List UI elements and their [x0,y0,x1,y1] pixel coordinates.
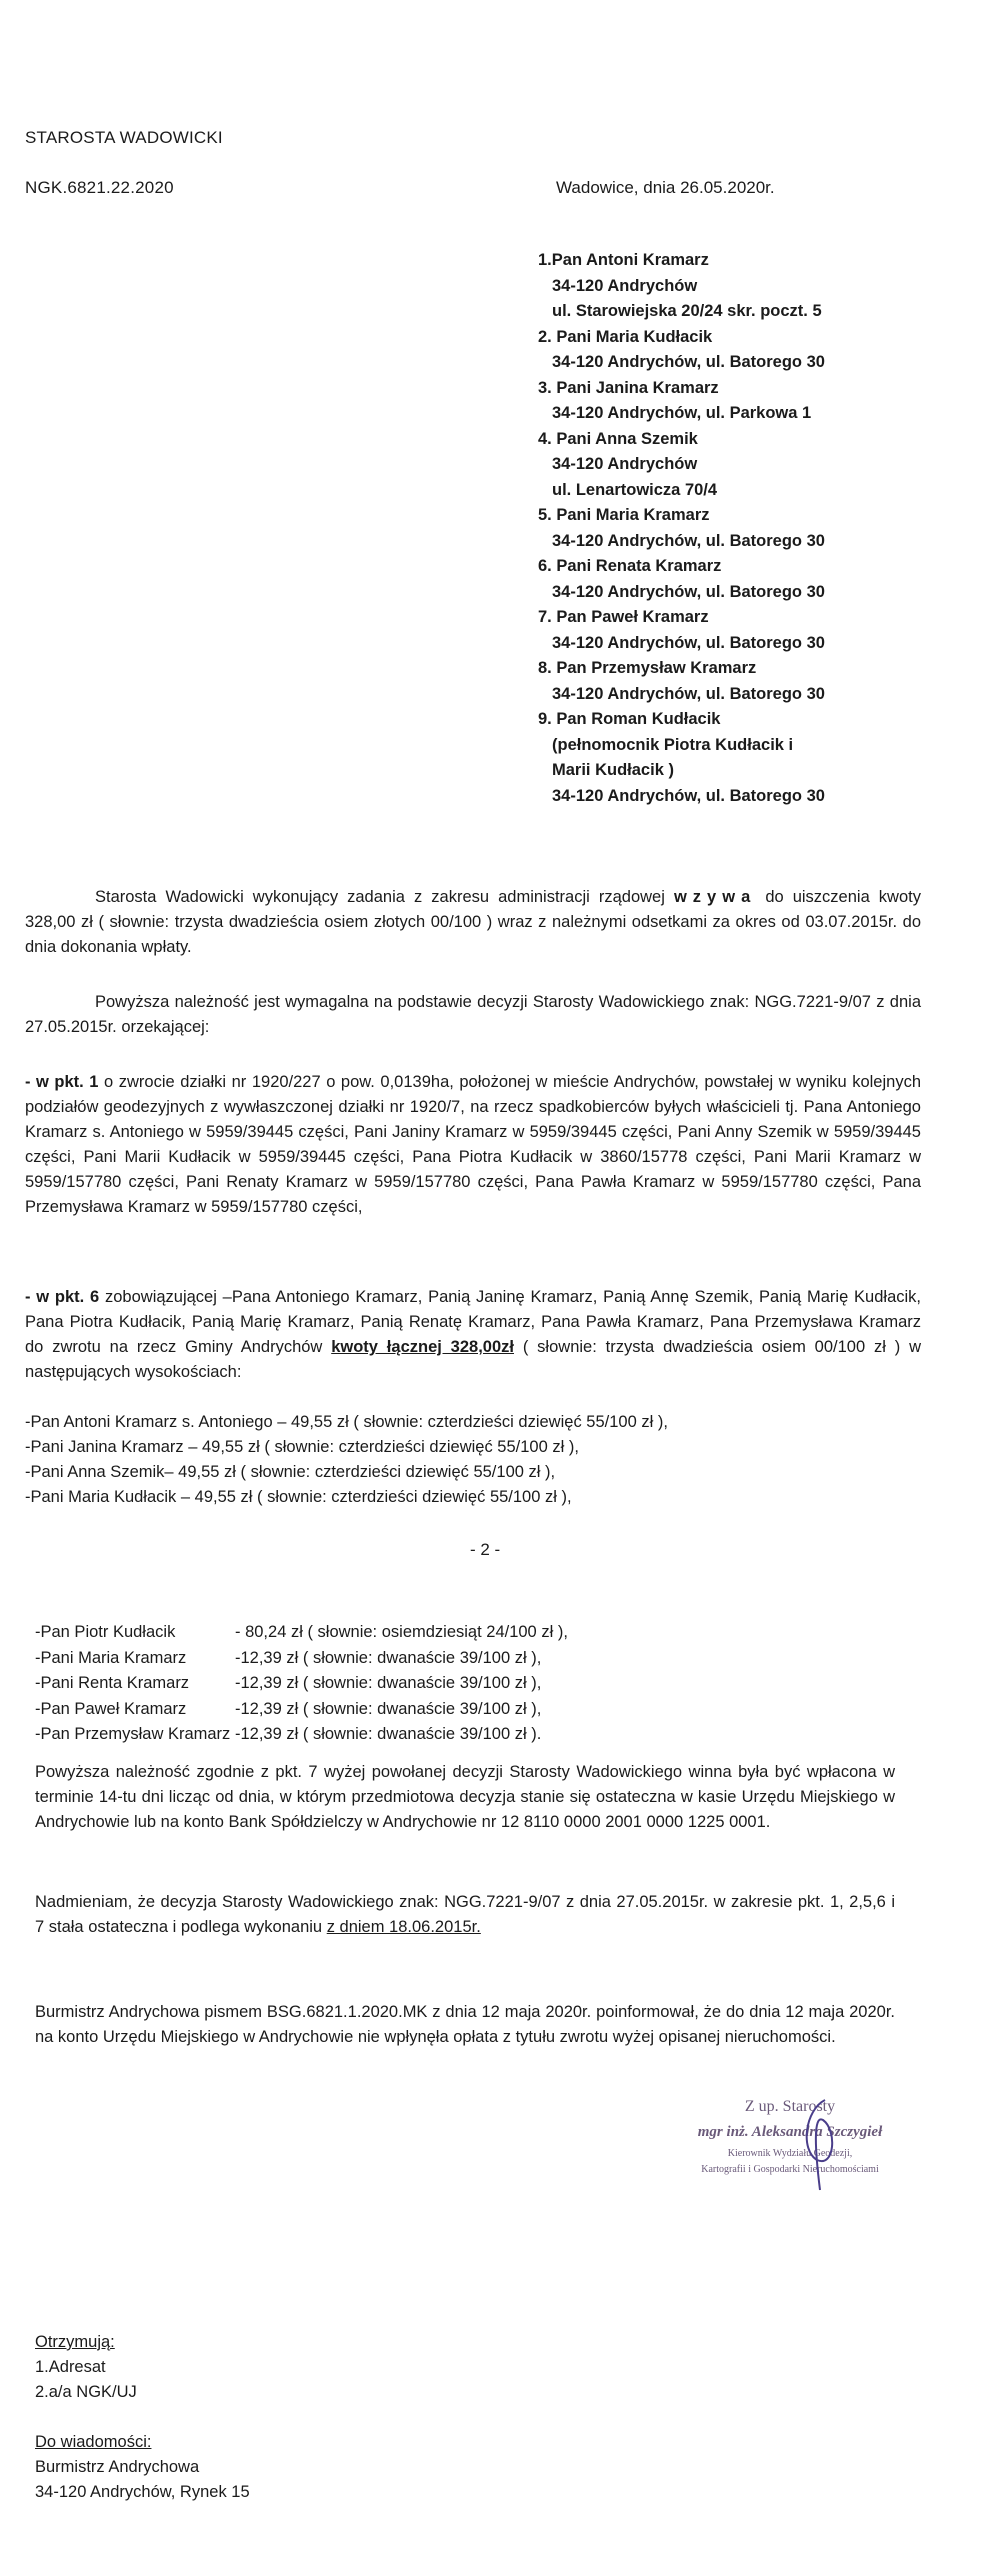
addressee-name: 6. Pani Renata Kramarz [538,557,722,575]
issuing-authority: STAROSTA WADOWICKI [25,128,223,147]
amount-value: -12,39 zł ( słownie: dwanaście 39/100 zł ). [235,1725,542,1743]
finality-text: Nadmieniam, że decyzja Starosty Wadowickiego znak: NGG.7221-9/07 z dnia 27.05.2015r. w zakresie pkt. 1, 2,5,6 i 7 stała ostateczna i podlega wykonaniu [35,1893,895,1936]
amount-row [35,1646,568,1672]
distribution-footer [35,2330,250,2505]
addressee-entry [538,503,958,554]
amount-line: -Pani Maria Kudłacik – 49,55 zł ( słownie: czterdzieści dziewięć 55/100 zł ), [25,1488,572,1506]
amount-value: - 80,24 zł ( słownie: osiemdziesiąt 24/100 zł ), [235,1623,568,1641]
payment-paragraph [35,1760,895,1835]
finality-paragraph [35,1890,895,1940]
page-number: - 2 - [470,1540,501,1559]
basis-text: Powyższa należność jest wymagalna na podstawie decyzji Starosty Wadowickiego znak: NGG.7221-9/07 z dnia 27.05.2015r. orzekającej: [25,993,921,1036]
point-1-label: - w pkt. 1 [25,1073,99,1091]
addressee-list [538,248,958,809]
summons-amount-text: do uiszczenia kwoty 328,00 zł ( słownie: trzysta dwadzieścia osiem złotych 00/100 ) wraz z należnymi odsetkami za okres od 03.07.2015r. do dnia dokonania wpłaty. [25,888,921,956]
cc-item: Burmistrz Andrychowa [35,2458,200,2476]
reference-number: NGK.6821.22.2020 [25,178,174,197]
point-1-paragraph [25,1070,921,1220]
point-6-total: kwoty łącznej 328,00zł [331,1338,514,1356]
addressee-address-line: ul. Lenartowicza 70/4 [552,480,718,499]
addressee-address-line: 34-120 Andrychów, ul. Batorego 30 [552,684,825,703]
amount-line: -Pani Janina Kramarz – 49,55 zł ( słownie: czterdzieści dziewięć 55/100 zł ), [25,1438,579,1456]
addressee-name: 2. Pani Maria Kudłacik [538,327,713,346]
addressee-name: 7. Pan Paweł Kramarz [538,608,709,626]
amount-payer: -Pani Maria Kramarz [35,1648,187,1667]
addressee-address-line: 34-120 Andrychów [552,455,698,473]
amount-row [35,1722,568,1748]
addressee-entry [538,554,958,605]
place-and-date: Wadowice, dnia 26.05.2020r. [556,178,775,197]
summons-text: Starosta Wadowicki wykonujący zadania z zakresu administracji rządowej [95,888,665,906]
signature-line-3: Kierownik Wydziału Geodezji, [727,2148,853,2159]
addressee-address-line: 34-120 Andrychów [552,276,698,295]
addressee-name: 9. Pan Roman Kudłacik [538,710,721,728]
recipient-item: 2.a/a NGK/UJ [35,2383,137,2401]
payment-text: Powyższa należność zgodnie z pkt. 7 wyżej powołanej decyzji Starosty Wadowickiego winna była być wpłacona w terminie 14-tu dni licząc od dnia, w którym przedmiotowa decyzja stanie się ostateczna w kasie Urzędu Miejskiego w Andrychowie lub na konto Bank Spółdzielczy w Andrychowie nr 12 8110 0000 2001 0000 1225 0001. [35,1763,895,1831]
basis-paragraph [25,990,921,1040]
addressee-address-line: 34-120 Andrychów, ul. Batorego 30 [552,582,825,601]
point-6-paragraph [25,1285,921,1385]
addressee-address-line: (pełnomocnik Piotra Kudłacik i [552,735,794,754]
point-1-text: o zwrocie działki nr 1920/227 o pow. 0,0139ha, położonej w mieście Andrychów, powstałej w wyniku kolejnych podziałów geodezyjnych z wywłaszczonej działki nr 1920/7, na rzecz spadkobierców byłych właścicieli tj. Pana Antoniego Kramarz s. Antoniego w 5959/39445 części, Pani Janiny Kramarz w 5959/39445 części, Pani Anny Szemik w 5959/39445 części, Pani Marii Kudłacik w 5959/39445 części, Pana Piotra Kudłacik w 3860/15778 części, Pani Marii Kramarz w 5959/157780 części, Pani Renaty Kramarz w 5959/157780 części, Pana Pawła Kramarz w 5959/157780 części, Pana Przemysława Kramarz w 5959/157780 części, [25,1073,921,1216]
point-6-label: - w pkt. 6 [25,1288,100,1306]
addressee-address-line: 34-120 Andrychów, ul. Batorego 30 [552,353,825,371]
addressee-entry [538,325,958,376]
point-6-text: zobowiązującej –Pana Antoniego Kramarz, Panią Janinę Kramarz, Panią Annę Szemik, Panią Marię Kudłacik, Pana Piotra Kudłacik, Panią Marię Kramarz, Panią Renatę Kramarz, Pana Pawła Kramarz, Pana Przemysława Kramarz do zwrotu na rzecz Gminy Andrychów [25,1288,922,1356]
summons-paragraph [25,885,921,960]
addressee-address-line: 34-120 Andrychów, ul. Batorego 30 [552,633,825,652]
amount-value: -12,39 zł ( słownie: dwanaście 39/100 zł ), [235,1674,542,1692]
amount-row [35,1620,568,1646]
signature-line-4: Kartografii i Gospodarki Nieruchomościami [701,2164,879,2175]
addressee-address-line: 34-120 Andrychów, ul. Parkowa 1 [552,404,812,422]
addressee-address-line: 34-120 Andrychów, ul. Batorego 30 [552,531,825,550]
addressee-address-line: ul. Starowiejska 20/24 skr. poczt. 5 [552,302,822,320]
addressee-name: 3. Pani Janina Kramarz [538,378,719,397]
point-6-tail: ( słownie: trzysta dwadzieścia osiem 00/100 zł ) w następujących wysokościach: [25,1338,921,1381]
amount-line: -Pani Anna Szemik– 49,55 zł ( słownie: czterdzieści dziewięć 55/100 zł ), [25,1463,556,1481]
addressee-entry [538,427,958,504]
amounts-list-page-2 [35,1620,568,1748]
addressee-entry [538,707,958,809]
addressee-address-line: Marii Kudłacik ) [552,761,674,779]
addressee-name: 5. Pani Maria Kramarz [538,506,710,524]
amount-row [35,1697,568,1723]
amount-payer: -Pan Przemysław Kramarz [35,1725,231,1743]
cc-item: 34-120 Andrychów, Rynek 15 [35,2483,250,2501]
finality-date: z dniem 18.06.2015r. [326,1918,481,1936]
amount-value: -12,39 zł ( słownie: dwanaście 39/100 zł ), [235,1648,542,1667]
addressee-name: 8. Pan Przemysław Kramarz [538,659,757,677]
addressee-name: 1.Pan Antoni Kramarz [538,251,709,269]
addressee-name: 4. Pani Anna Szemik [538,429,698,448]
addressee-entry [538,376,958,427]
signature-name: mgr inż. Aleksandra Szczygieł [697,2124,883,2140]
amount-line: -Pan Antoni Kramarz s. Antoniego – 49,55 zł ( słownie: czterdzieści dziewięć 55/100 zł ), [25,1413,668,1431]
info-paragraph [35,2000,895,2050]
addressee-address-line: 34-120 Andrychów, ul. Batorego 30 [552,786,825,805]
amount-payer: -Pan Piotr Kudłacik [35,1623,176,1641]
amount-value: -12,39 zł ( słownie: dwanaście 39/100 zł ), [235,1699,542,1718]
amounts-list-page-1 [25,1410,921,1510]
addressee-entry [538,656,958,707]
cc-heading: Do wiadomości: [35,2433,152,2451]
summons-keyword: wzywa [673,888,757,906]
addressee-entry [538,605,958,656]
recipients-heading: Otrzymują: [35,2333,115,2351]
signature-line-1: Z up. Starosty [744,2098,836,2115]
addressee-entry [538,248,958,325]
signature-stamp [630,2090,950,2210]
amount-payer: -Pan Paweł Kramarz [35,1699,187,1718]
amount-row [35,1671,568,1697]
amount-payer: -Pani Renta Kramarz [35,1674,190,1692]
info-text: Burmistrz Andrychowa pismem BSG.6821.1.2020.MK z dnia 12 maja 2020r. poinformował, że do dnia 12 maja 2020r. na konto Urzędu Miejskiego w Andrychowie nie wpłynęła opłata z tytułu zwrotu wyżej opisanej nieruchomości. [35,2003,895,2046]
handwritten-signature-icon [795,2090,845,2200]
recipient-item: 1.Adresat [35,2358,106,2376]
